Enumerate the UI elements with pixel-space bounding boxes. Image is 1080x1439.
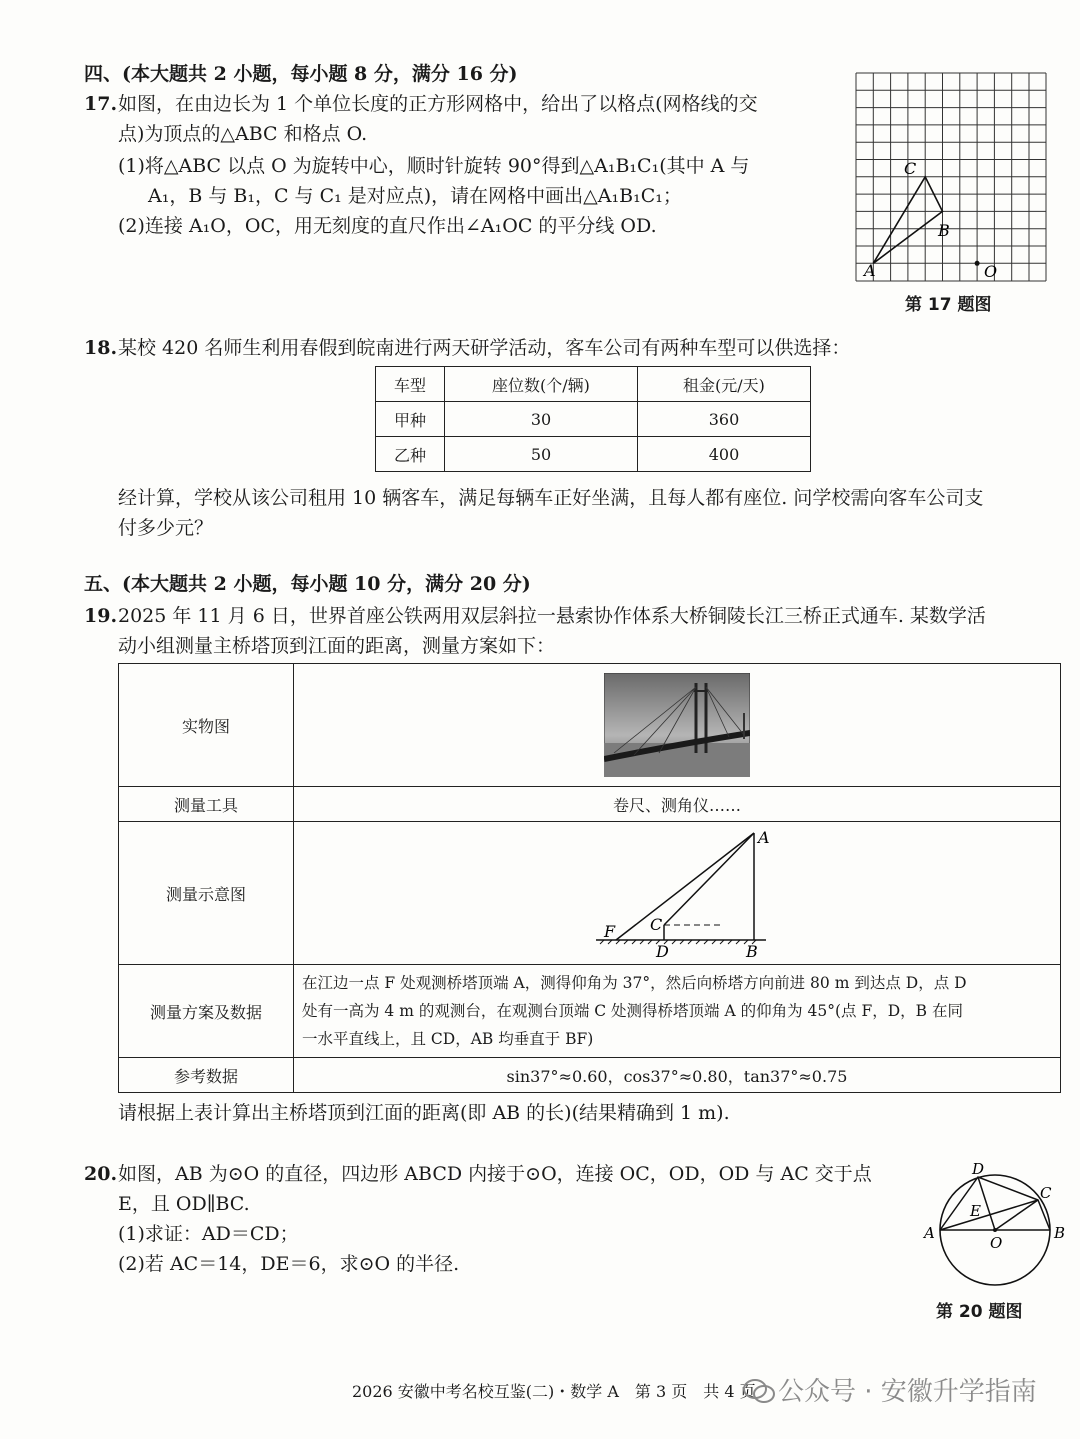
circle-label-o: O: [990, 1234, 1003, 1252]
plan-line1: 在江边一点 F 处观测桥塔顶端 A，测得仰角为 37°，然后向桥塔方向前进 80 m 到达点 D，点 D: [302, 974, 967, 992]
q18-after-line1: 经计算，学校从该公司租用 10 辆客车，满足每辆车正好坐满，且每人都有座位. 问学校需向客车公司支: [118, 487, 984, 509]
q18-line1: 某校 420 名师生利用春假到皖南进行两天研学活动，客车公司有两种车型可以供选择：: [118, 337, 851, 359]
table-header: 车型: [376, 367, 445, 402]
diagram-label-f: F: [604, 922, 616, 941]
circle-label-d: D: [972, 1160, 985, 1178]
q20-line2: E，且 OD∥BC.: [118, 1193, 250, 1215]
reference-label: 参考数据: [119, 1058, 294, 1093]
q17-part1-line1: (1)将△ABC 以点 O 为旋转中心，顺时针旋转 90°得到△A₁B₁C₁(其中 A 与: [118, 155, 750, 177]
circle-label-b: B: [1054, 1224, 1066, 1242]
q17-part2: (2)连接 A₁O，OC，用无刻度的直尺作出∠A₁OC 的平分线 OD.: [118, 215, 657, 237]
q19-line1: 2025 年 11 月 6 日，世界首座公铁两用双层斜拉一悬索协作体系大桥铜陵长江三桥正式通车. 某数学活: [118, 605, 986, 627]
q17-part1-line2: A₁，B 与 B₁，C 与 C₁ 是对应点)，请在网格中画出△A₁B₁C₁；: [148, 185, 682, 207]
watermark: 公众号 · 安徽升学指南: [778, 1377, 1037, 1407]
label-b: B: [938, 221, 950, 240]
diagram-label-b: B: [746, 942, 758, 961]
section4-heading: 四、(本大题共 2 小题，每小题 8 分，满分 16 分): [84, 63, 518, 85]
q18-rental-table: [375, 366, 811, 472]
q17-number: 17.: [84, 93, 118, 115]
q20-figure-caption: 第 20 题图: [936, 1302, 1023, 1322]
table-cell: 甲种: [376, 402, 445, 437]
diagram-label: 测量示意图: [119, 822, 294, 965]
circle-label-e: E: [970, 1202, 981, 1220]
table-row: [119, 1058, 1061, 1093]
table-cell: 50: [445, 437, 638, 472]
label-c: C: [904, 159, 917, 178]
table-row: [376, 402, 811, 437]
point-o: [975, 261, 980, 266]
reference-value: sin37°≈0.60，cos37°≈0.80，tan37°≈0.75: [294, 1058, 1061, 1093]
diagram-cell: [294, 822, 1061, 965]
bridge-photo: [604, 673, 750, 777]
plan-line2: 处有一高为 4 m 的观测台，在观测台顶端 C 处测得桥塔顶端 A 的仰角为 45°(点 F，D，B 在同: [302, 1002, 963, 1020]
tools-label: 测量工具: [119, 787, 294, 822]
q20-number: 20.: [84, 1163, 118, 1185]
table-cell: 30: [445, 402, 638, 437]
q17-line1: 如图，在由边长为 1 个单位长度的正方形网格中，给出了以格点(网格线的交: [118, 93, 758, 115]
page-footer: 2026 安徽中考名校互鉴(二)・数学 A 第 3 页 共 4 页: [352, 1382, 756, 1401]
measurement-diagram: [294, 823, 1060, 963]
table-cell: 360: [638, 402, 811, 437]
q18-number: 18.: [84, 337, 118, 359]
diagram-label-a: A: [758, 828, 770, 847]
q19-measurement-table: [118, 663, 1061, 1093]
circle-label-c: C: [1040, 1184, 1052, 1202]
diagram-label-d: D: [656, 942, 669, 961]
table-row: [119, 664, 1061, 787]
plan-cell: [294, 965, 1061, 1058]
q20-part2: (2)若 AC＝14，DE＝6，求⊙O 的半径.: [118, 1253, 460, 1275]
table-cell: 400: [638, 437, 811, 472]
q20-part1: (1)求证：AD＝CD；: [118, 1223, 299, 1245]
q20-circle-figure: [910, 1158, 1070, 1292]
circle-label-a: A: [924, 1224, 935, 1242]
plan-line3: 一水平直线上，且 CD，AB 均垂直于 BF): [302, 1030, 594, 1048]
photo-label: 实物图: [119, 664, 294, 787]
q17-figure-caption: 第 17 题图: [905, 295, 992, 315]
q19-after: 请根据上表计算出主桥塔顶到江面的距离(即 AB 的长)(结果精确到 1 m).: [118, 1102, 730, 1124]
table-row: [119, 965, 1061, 1058]
label-o: O: [984, 262, 998, 281]
table-row: [376, 437, 811, 472]
section5-heading: 五、(本大题共 2 小题，每小题 10 分，满分 20 分): [84, 573, 531, 595]
table-header: 座位数(个/辆): [445, 367, 638, 402]
label-a: A: [864, 261, 876, 280]
q19-line2: 动小组测量主桥塔顶到江面的距离，测量方案如下：: [118, 635, 556, 657]
wechat-icon: [742, 1376, 776, 1406]
q17-grid-figure: [850, 68, 1050, 288]
photo-cell: [294, 664, 1061, 787]
diagram-label-c: C: [650, 915, 663, 934]
q17-line2: 点)为顶点的△ABC 和格点 O.: [118, 123, 368, 145]
table-header-row: [376, 367, 811, 402]
tools-value: 卷尺、测角仪……: [294, 787, 1061, 822]
table-row: [119, 787, 1061, 822]
table-row: [119, 822, 1061, 965]
plan-label: 测量方案及数据: [119, 965, 294, 1058]
q19-number: 19.: [84, 605, 118, 627]
table-cell: 乙种: [376, 437, 445, 472]
table-header: 租金(元/天): [638, 367, 811, 402]
q20-line1: 如图，AB 为⊙O 的直径，四边形 ABCD 内接于⊙O，连接 OC，OD，OD 与 AC 交于点: [118, 1163, 872, 1185]
q18-after-line2: 付多少元？: [118, 517, 214, 539]
